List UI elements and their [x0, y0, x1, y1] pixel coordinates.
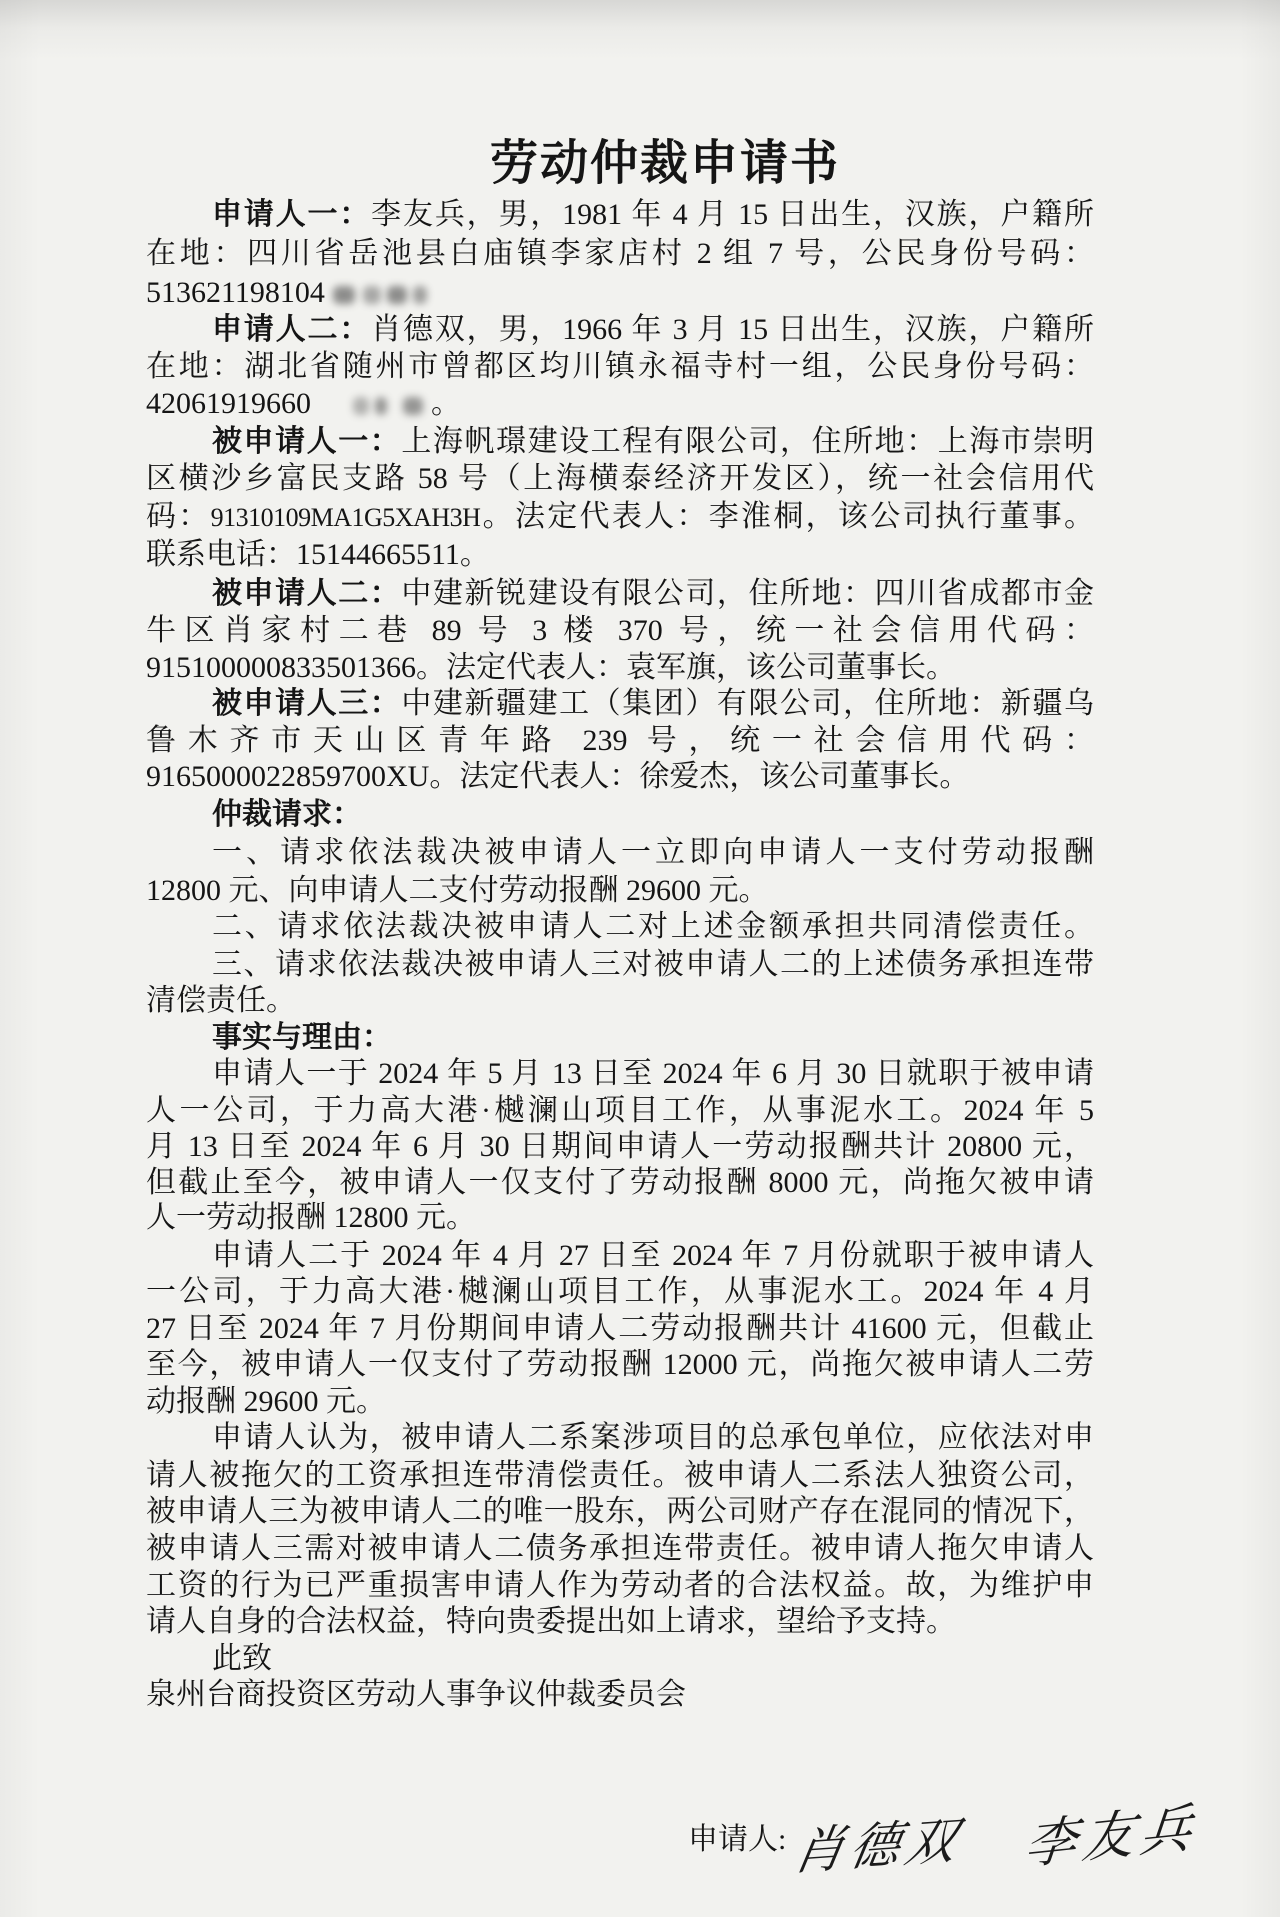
facts-line: 被申请人三需对被申请人二债务承担连带责任。被申请人拖欠申请人: [146, 1532, 1094, 1565]
facts-line: 人一劳动报酬 12800 元。: [146, 1201, 476, 1234]
respondent-1-label: 被申请人一：: [212, 425, 402, 458]
respondent-1-credit-code: 91310109MA1G5XAH3H: [210, 503, 481, 532]
applicant-1-id-line: [146, 274, 1094, 311]
facts-line: 被申请人三为被申请人二的唯一股东，两公司财产存在混同的情况下，: [146, 1495, 1094, 1528]
signature-applicant-2: 肖德双: [789, 1810, 968, 1882]
claim-line: 一、请求依法裁决被申请人一立即向申请人一支付劳动报酬: [212, 836, 1094, 869]
facts-line: 请人被拖欠的工资承担连带清偿责任。被申请人二系法人独资公司，: [146, 1459, 1094, 1492]
applicant-1-line-2: 在地：四川省岳池县白庙镇李家店村 2 组 7 号，公民身份号码：: [146, 237, 1094, 270]
facts-line: 但截止至今，被申请人一仅支付了劳动报酬 8000 元，尚拖欠被申请: [146, 1166, 1094, 1199]
facts-line: 申请人一于 2024 年 5 月 13 日至 2024 年 6 月 30 日就职于被申请: [212, 1057, 1094, 1090]
respondent-2-line-1: [212, 575, 1094, 612]
respondent-3-label: 被申请人三：: [212, 687, 402, 720]
closing-recipient: 泉州台商投资区劳动人事争议仲裁委员会: [146, 1678, 686, 1711]
claim-line: 二、请求依法裁决被申请人二对上述金额承担共同清偿责任。: [212, 910, 1094, 943]
facts-line: 月 13 日至 2024 年 6 月 30 日期间申请人一劳动报酬共计 20800 元，: [146, 1130, 1094, 1163]
claim-line: 清偿责任。: [146, 984, 296, 1017]
applicant-1-id-number: 513621198104: [146, 276, 325, 309]
respondent-2-label: 被申请人二：: [212, 577, 402, 610]
applicant-2-id-number: 42061919660: [146, 387, 311, 420]
applicant-2-id-line: [146, 385, 1094, 422]
claim-line: 三、请求依法裁决被申请人三对被申请人二的上述债务承担连带: [212, 948, 1094, 981]
facts-line: 27 日至 2024 年 7 月份期间申请人二劳动报酬共计 41600 元，但截止: [146, 1312, 1094, 1345]
signature-label: 申请人:: [688, 1823, 787, 1856]
respondent-3-text: 中建新疆建工（集团）有限公司，住所地：新疆乌: [401, 687, 1095, 720]
applicant-1-text: 李友兵，男，1981 年 4 月 15 日出生，汉族，户籍所: [371, 198, 1095, 231]
facts-line: 动报酬 29600 元。: [146, 1385, 386, 1418]
signature-applicant-1: 李友兵: [1021, 1797, 1202, 1877]
respondent-3-line-3: 9165000022859700XU。法定代表人：徐爱杰，该公司董事长。: [146, 760, 970, 793]
respondent-3-line-2: 鲁木齐市天山区青年路 239 号，统一社会信用代码：: [146, 724, 1094, 757]
respondent-2-line-2: 牛区肖家村二巷 89 号 3 楼 370 号，统一社会信用代码：: [146, 614, 1094, 647]
claims-heading: 仲裁请求：: [212, 798, 362, 831]
respondent-1-text: 上海帆璟建设工程有限公司，住所地：上海市崇明: [401, 425, 1095, 458]
document-title: 劳动仲裁申请书: [489, 137, 840, 190]
applicant-2-text: 肖德双，男，1966 年 3 月 15 日出生，汉族，户籍所: [371, 313, 1095, 346]
redacted-id-block: [313, 391, 431, 421]
facts-line: 至今，被申请人一仅支付了劳动报酬 12000 元，尚拖欠被申请人二劳: [146, 1348, 1094, 1381]
applicant-2-id-end: 。: [431, 387, 461, 420]
respondent-1-line-2: 区横沙乡富民支路 58 号（上海横泰经济开发区），统一社会信用代: [146, 462, 1094, 495]
facts-line: 一公司，于力高大港·樾澜山项目工作，从事泥水工。2024 年 4 月: [146, 1275, 1094, 1308]
facts-line: 申请人认为，被申请人二系案涉项目的总承包单位，应依法对申: [212, 1421, 1094, 1454]
respondent-1-code-suffix: 。法定代表人：李淮桐，该公司执行董事。: [480, 500, 1095, 533]
facts-heading: 事实与理由：: [212, 1021, 392, 1054]
applicant-2-label: 申请人二：: [212, 313, 372, 346]
respondent-3-line-1: [212, 685, 1094, 722]
closing-salutation: 此致: [212, 1642, 272, 1675]
claim-line: 12800 元、向申请人二支付劳动报酬 29600 元。: [146, 874, 769, 907]
respondent-1-line-4: 联系电话：15144665511。: [146, 538, 490, 571]
applicant-2-line-1: [212, 311, 1094, 348]
respondent-1-line-1: [212, 423, 1094, 460]
respondent-2-text: 中建新锐建设有限公司，住所地：四川省成都市金: [401, 577, 1095, 610]
respondent-2-line-3: 915100000833501366。法定代表人：袁军旗，该公司董事长。: [146, 651, 956, 684]
respondent-1-code-prefix: 码：: [146, 500, 211, 533]
facts-line: 工资的行为已严重损害申请人作为劳动者的合法权益。故，为维护申: [146, 1569, 1094, 1602]
facts-line: 请人自身的合法权益，特向贵委提出如上请求，望给予支持。: [146, 1605, 956, 1638]
facts-line: 人一公司，于力高大港·樾澜山项目工作，从事泥水工。2024 年 5: [146, 1094, 1094, 1127]
redacted-id-block: [327, 280, 439, 310]
respondent-1-line-3: [146, 498, 1094, 535]
applicant-1-label: 申请人一：: [212, 198, 372, 231]
applicant-2-line-2: 在地：湖北省随州市曾都区均川镇永福寺村一组，公民身份号码：: [146, 350, 1094, 383]
applicant-1-line-1: [212, 196, 1094, 233]
facts-line: 申请人二于 2024 年 4 月 27 日至 2024 年 7 月份就职于被申请人: [212, 1239, 1094, 1272]
